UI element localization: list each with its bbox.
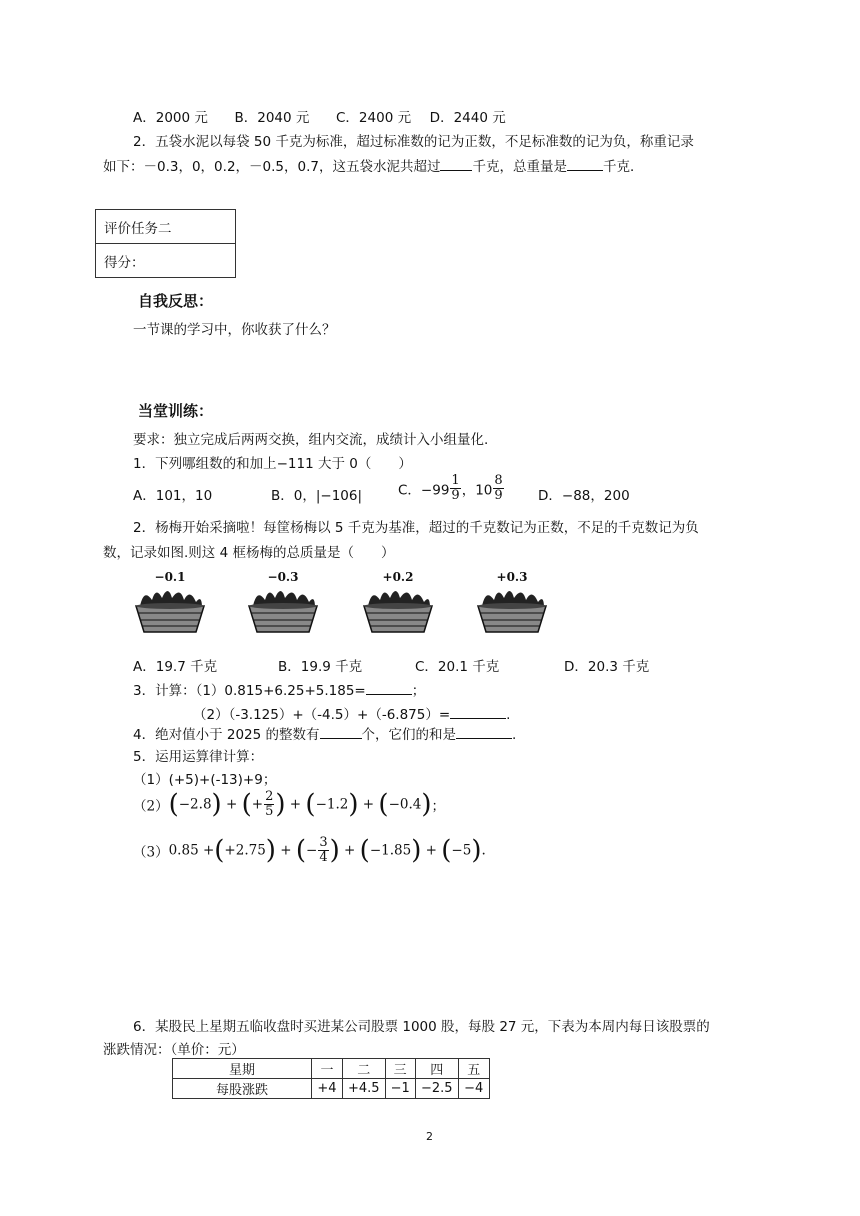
q2-option-b: B．19.9 千克: [278, 659, 363, 675]
evaluation-table: [95, 209, 236, 278]
practice-requirement: 要求：独立完成后两两交换，组内交流，成绩计入小组量化.: [133, 432, 489, 448]
q5-stem: 5．运用运算律计算：: [133, 749, 264, 765]
answer-blank[interactable]: [440, 158, 472, 171]
q2-option-c: C．20.1 千克: [415, 659, 500, 675]
q1-option-d: D．−88，200: [538, 488, 630, 504]
q1-option-b: B．0，|−106|: [271, 488, 363, 504]
table-header-cell: 五: [458, 1059, 489, 1079]
basket-icon: [358, 586, 438, 636]
q6-line2: 涨跌情况：（单价：元）: [103, 1042, 245, 1058]
table-cell: 每股涨跌: [173, 1079, 312, 1099]
q2-cement-line1: 2．五袋水泥以每袋 50 千克为标准，超过标准数的记为正数，不足标准数的记为负，称重记录: [133, 134, 694, 150]
answer-blank[interactable]: [450, 706, 506, 719]
reflection-prompt: 一节课的学习中，你收获了什么？: [133, 322, 336, 338]
table-row: [173, 1079, 490, 1099]
option-a: A．2000 元: [133, 110, 208, 126]
evaluation-task: 评价任务二: [96, 210, 236, 244]
basket-image-3: [358, 570, 438, 636]
q2-cement-line2: 如下：－0.3，0，0.2，－0.5，0.7，这五袋水泥共超过 千克，总重量是 千克．: [103, 159, 644, 175]
q5-part1: （1）(+5)+(-13)+9；: [133, 772, 277, 788]
basket-image-4: [472, 570, 552, 636]
fraction: $\frac{2}{5}$: [265, 789, 274, 819]
q2-stem-line2: 数，记录如图.则这 4 框杨梅的总质量是（ ）: [103, 545, 395, 561]
q1-stem: 1．下列哪组数的和加上−111 大于 0（ ）: [133, 456, 412, 472]
table-cell: +4.5: [343, 1079, 386, 1099]
q2-option-a: A．19.7 千克: [133, 659, 218, 675]
basket-icon: [472, 586, 552, 636]
table-header-cell: 一: [312, 1059, 343, 1079]
page-number: 2: [426, 1130, 433, 1143]
answer-blank[interactable]: [366, 682, 412, 695]
q5-part2: （2）(−2.8) + (+ $\frac{2}{5}$ ) + (−1.2) + (−0.4)；: [133, 789, 445, 820]
fraction: $\frac{3}{4}$: [319, 835, 328, 865]
q5-part3: （3）0.85 +(+2.75) + (− $\frac{3}{4}$ ) + (−1.85) + (−5).: [133, 835, 486, 866]
q2-stem-line1: 2．杨梅开始采摘啦！每筐杨梅以 5 千克为基准，超过的千克数记为正数，不足的千克数记为负: [133, 520, 699, 536]
q6-line1: 6．某股民上星期五临收盘时买进某公司股票 1000 股，每股 27 元，下表为本周内每日该股票的: [133, 1019, 710, 1035]
answer-blank[interactable]: [456, 726, 512, 739]
basket-image-1: [130, 570, 210, 636]
stock-change-table: [172, 1058, 490, 1099]
basket-label: +0.2: [382, 570, 414, 584]
table-header-cell: 三: [385, 1059, 415, 1079]
fraction: $\frac{8}{9}$: [494, 473, 503, 503]
answer-blank[interactable]: [567, 158, 603, 171]
basket-image-2: [243, 570, 323, 636]
option-c: C．2400 元: [336, 110, 412, 126]
reflection-heading: 自我反思：: [138, 292, 214, 310]
q3-part2: （2）（-3.125）+（-4.5）+（-6.875）= .: [193, 707, 511, 723]
basket-icon: [130, 586, 210, 636]
basket-label: −0.3: [267, 570, 299, 584]
table-header-row: [173, 1059, 490, 1079]
q1-option-c: C．−99 $\frac{1}{9}$ ，10 $\frac{8}{9}$: [398, 473, 503, 503]
basket-label: +0.3: [496, 570, 528, 584]
basket-icon: [243, 586, 323, 636]
q3-part1: 3．计算：（1）0.815+6.25+5.185= ；: [133, 683, 426, 699]
table-cell: +4: [312, 1079, 343, 1099]
q2-option-d: D．20.3 千克: [564, 659, 650, 675]
table-cell: −4: [458, 1079, 489, 1099]
evaluation-score[interactable]: 得分：: [96, 244, 236, 278]
option-b: B．2040 元: [234, 110, 310, 126]
table-cell: −1: [385, 1079, 415, 1099]
table-header-cell: 二: [343, 1059, 386, 1079]
q-prev-options: [133, 106, 506, 126]
table-header-cell: 四: [415, 1059, 458, 1079]
table-cell: −2.5: [415, 1079, 458, 1099]
q1-option-a: A．101，10: [133, 488, 213, 504]
q4: 4．绝对值小于 2025 的整数有 个，它们的和是 .: [133, 727, 517, 743]
option-d: D．2440 元: [429, 110, 506, 126]
fraction: $\frac{1}{9}$: [451, 473, 460, 503]
practice-heading: 当堂训练：: [138, 402, 214, 420]
basket-label: −0.1: [154, 570, 186, 584]
table-header-cell: 星期: [173, 1059, 312, 1079]
answer-blank[interactable]: [320, 726, 362, 739]
